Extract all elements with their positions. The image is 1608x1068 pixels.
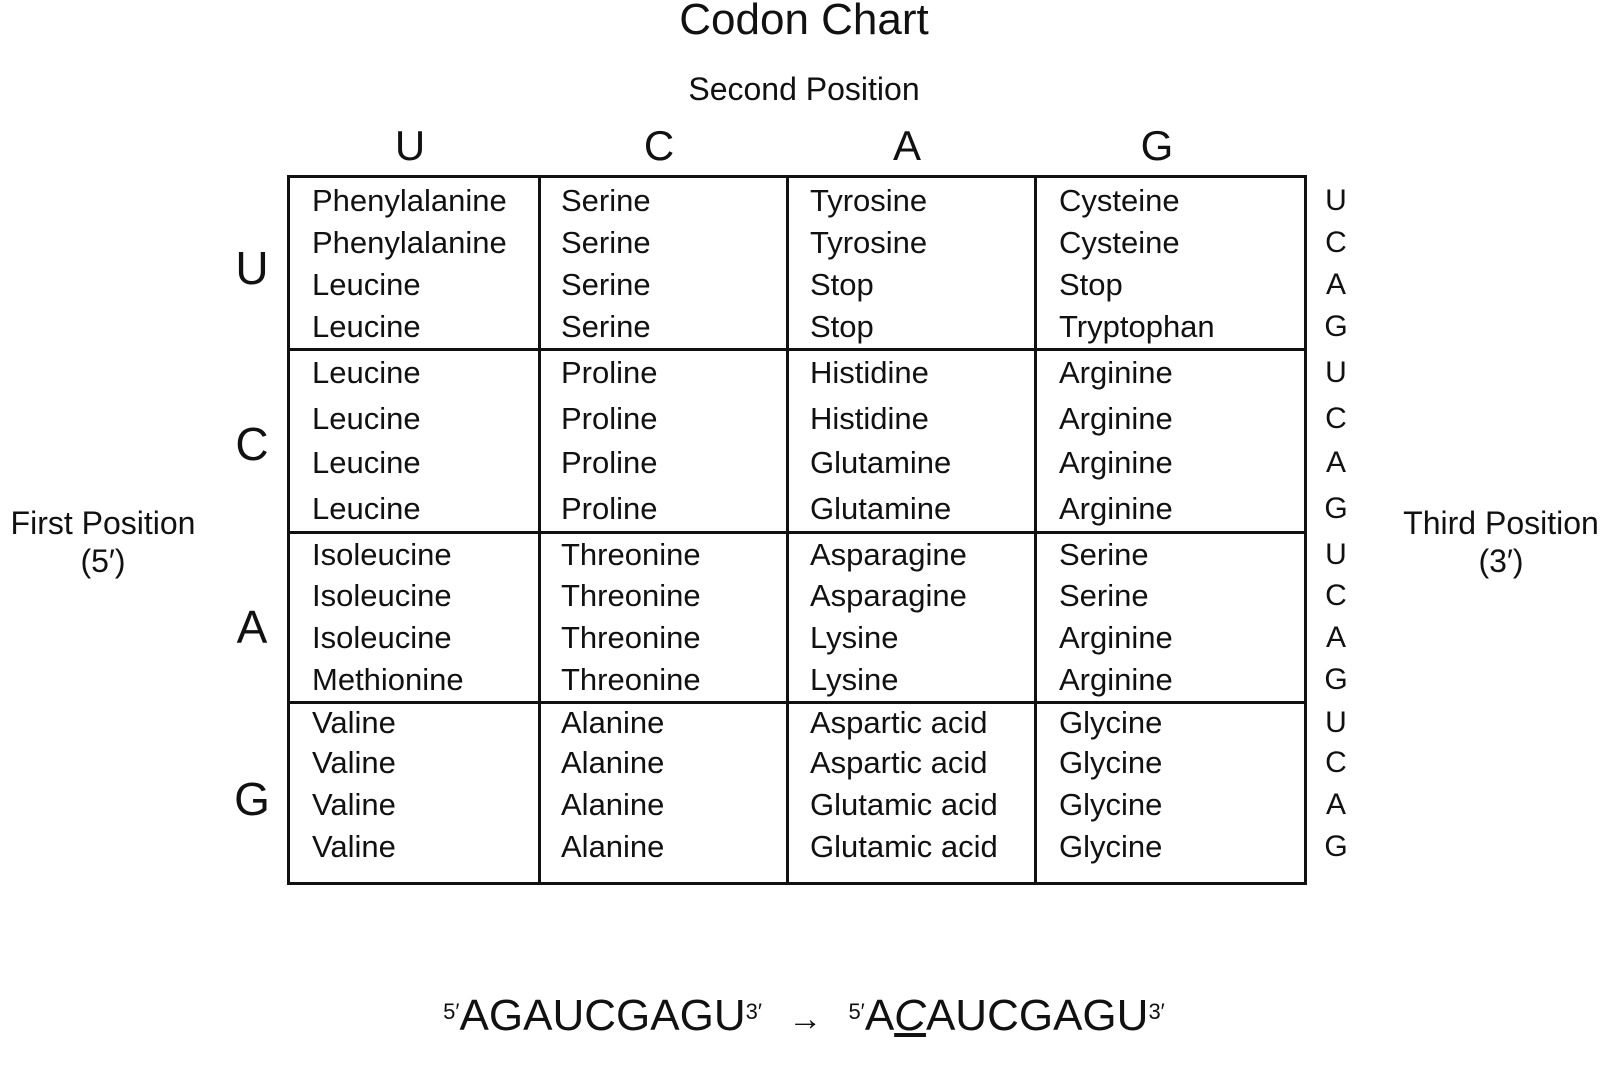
- grid-line-vertical: [786, 178, 789, 882]
- amino-acid-entry: Valine: [312, 829, 396, 864]
- amino-acid-entry: Alanine: [561, 705, 665, 740]
- amino-acid-entry: Isoleucine: [312, 537, 452, 572]
- amino-acid-entry: Arginine: [1059, 355, 1173, 390]
- amino-acid-entry: Valine: [312, 705, 396, 740]
- amino-acid-entry: Phenylalanine: [312, 225, 507, 260]
- third-position-title: Third Position: [1403, 505, 1599, 541]
- amino-acid-entry: Cysteine: [1059, 225, 1180, 260]
- grid-line-horizontal: [290, 348, 1304, 351]
- third-position-letter: U: [1325, 538, 1347, 571]
- grid-line-horizontal: [290, 531, 1304, 534]
- original-sequence: AGAUCGAGU: [459, 991, 746, 1040]
- third-position-letter: A: [1325, 788, 1346, 821]
- amino-acid-entry: Proline: [561, 445, 658, 480]
- amino-acid-entry: Serine: [1059, 578, 1149, 613]
- third-position-letter: A: [1325, 268, 1346, 301]
- amino-acid-entry: Glycine: [1059, 829, 1163, 864]
- amino-acid-entry: Arginine: [1059, 445, 1173, 480]
- amino-acid-entry: Threonine: [561, 620, 701, 655]
- amino-acid-entry: Glutamic acid: [810, 787, 998, 822]
- third-position-letter: G: [1324, 663, 1348, 696]
- third-position-letter: C: [1325, 226, 1347, 259]
- column-letter-a: A: [892, 122, 921, 169]
- third-position-letter: A: [1325, 446, 1346, 479]
- amino-acid-entry: Arginine: [1059, 620, 1173, 655]
- first-position-title: First Position: [10, 505, 196, 541]
- amino-acid-entry: Stop: [810, 267, 874, 302]
- third-position-letter: C: [1325, 402, 1347, 435]
- amino-acid-entry: Methionine: [312, 662, 464, 697]
- amino-acid-entry: Arginine: [1059, 401, 1173, 436]
- amino-acid-entry: Lysine: [810, 662, 899, 697]
- third-position-letter: C: [1325, 746, 1347, 779]
- mutated-three-prime: 3′: [1148, 999, 1165, 1024]
- amino-acid-entry: Asparagine: [810, 537, 967, 572]
- third-position-letter: C: [1325, 579, 1347, 612]
- amino-acid-entry: Stop: [1059, 267, 1123, 302]
- amino-acid-entry: Tryptophan: [1059, 309, 1215, 344]
- mutated-sequence-start: A: [864, 991, 895, 1040]
- third-position-label: [1394, 504, 1608, 580]
- third-position-letter: U: [1325, 356, 1347, 389]
- mutation-example: [0, 990, 1608, 1045]
- third-position-direction: (3′): [1478, 543, 1524, 579]
- amino-acid-entry: Stop: [810, 309, 874, 344]
- amino-acid-entry: Leucine: [312, 267, 421, 302]
- amino-acid-entry: Asparagine: [810, 578, 967, 613]
- mutated-base: C: [894, 991, 926, 1040]
- amino-acid-entry: Leucine: [312, 309, 421, 344]
- amino-acid-entry: Serine: [561, 267, 651, 302]
- amino-acid-entry: Alanine: [561, 829, 665, 864]
- row-letter-g: G: [234, 773, 270, 825]
- row-letter-a: A: [236, 601, 268, 653]
- amino-acid-entry: Valine: [312, 787, 396, 822]
- amino-acid-entry: Serine: [561, 225, 651, 260]
- amino-acid-entry: Aspartic acid: [810, 745, 988, 780]
- column-letter-u: U: [394, 122, 426, 169]
- column-letter-g: G: [1140, 122, 1174, 169]
- third-position-letter: U: [1325, 184, 1347, 217]
- grid-line-vertical: [538, 178, 541, 882]
- amino-acid-entry: Glycine: [1059, 787, 1163, 822]
- grid-line-vertical: [1034, 178, 1037, 882]
- amino-acid-entry: Leucine: [312, 445, 421, 480]
- mutated-five-prime: 5′: [848, 999, 865, 1024]
- amino-acid-entry: Leucine: [312, 355, 421, 390]
- amino-acid-entry: Isoleucine: [312, 620, 452, 655]
- third-position-letter: G: [1324, 310, 1348, 343]
- amino-acid-entry: Lysine: [810, 620, 899, 655]
- amino-acid-entry: Glutamine: [810, 491, 952, 526]
- amino-acid-entry: Alanine: [561, 787, 665, 822]
- chart-title: Codon Chart: [679, 0, 929, 44]
- amino-acid-entry: Histidine: [810, 355, 929, 390]
- amino-acid-entry: Aspartic acid: [810, 705, 988, 740]
- mutated-sequence-end: AUCGAGU: [925, 991, 1149, 1040]
- amino-acid-entry: Serine: [561, 309, 651, 344]
- amino-acid-entry: Isoleucine: [312, 578, 452, 613]
- amino-acid-entry: Glutamic acid: [810, 829, 998, 864]
- row-letter-u: U: [235, 242, 269, 294]
- amino-acid-entry: Phenylalanine: [312, 183, 507, 218]
- amino-acid-entry: Arginine: [1059, 491, 1173, 526]
- amino-acid-entry: Alanine: [561, 745, 665, 780]
- original-three-prime: 3′: [745, 999, 762, 1024]
- amino-acid-entry: Threonine: [561, 662, 701, 697]
- third-position-letter: A: [1325, 621, 1346, 654]
- amino-acid-entry: Threonine: [561, 578, 701, 613]
- third-position-letter: G: [1324, 492, 1348, 525]
- row-letter-c: C: [235, 418, 269, 470]
- amino-acid-entry: Valine: [312, 745, 396, 780]
- amino-acid-entry: Leucine: [312, 491, 421, 526]
- third-position-letter: G: [1324, 830, 1348, 863]
- original-five-prime: 5′: [443, 999, 460, 1024]
- second-position-label: Second Position: [688, 71, 920, 107]
- amino-acid-entry: Serine: [561, 183, 651, 218]
- first-position-label: [0, 504, 206, 580]
- amino-acid-entry: Glycine: [1059, 705, 1163, 740]
- amino-acid-entry: Histidine: [810, 401, 929, 436]
- amino-acid-entry: Glutamine: [810, 445, 952, 480]
- column-letter-c: C: [643, 122, 675, 169]
- amino-acid-entry: Cysteine: [1059, 183, 1180, 218]
- grid-line-horizontal: [290, 701, 1304, 704]
- amino-acid-entry: Serine: [1059, 537, 1149, 572]
- amino-acid-entry: Proline: [561, 491, 658, 526]
- amino-acid-entry: Threonine: [561, 537, 701, 572]
- amino-acid-entry: Tyrosine: [810, 183, 928, 218]
- amino-acid-entry: Arginine: [1059, 662, 1173, 697]
- amino-acid-entry: Tyrosine: [810, 225, 928, 260]
- first-position-direction: (5′): [80, 543, 126, 579]
- amino-acid-entry: Proline: [561, 401, 658, 436]
- mutation-arrow: →: [788, 1000, 823, 1038]
- third-position-letter: U: [1325, 706, 1347, 739]
- amino-acid-entry: Proline: [561, 355, 658, 390]
- amino-acid-entry: Glycine: [1059, 745, 1163, 780]
- amino-acid-entry: Leucine: [312, 401, 421, 436]
